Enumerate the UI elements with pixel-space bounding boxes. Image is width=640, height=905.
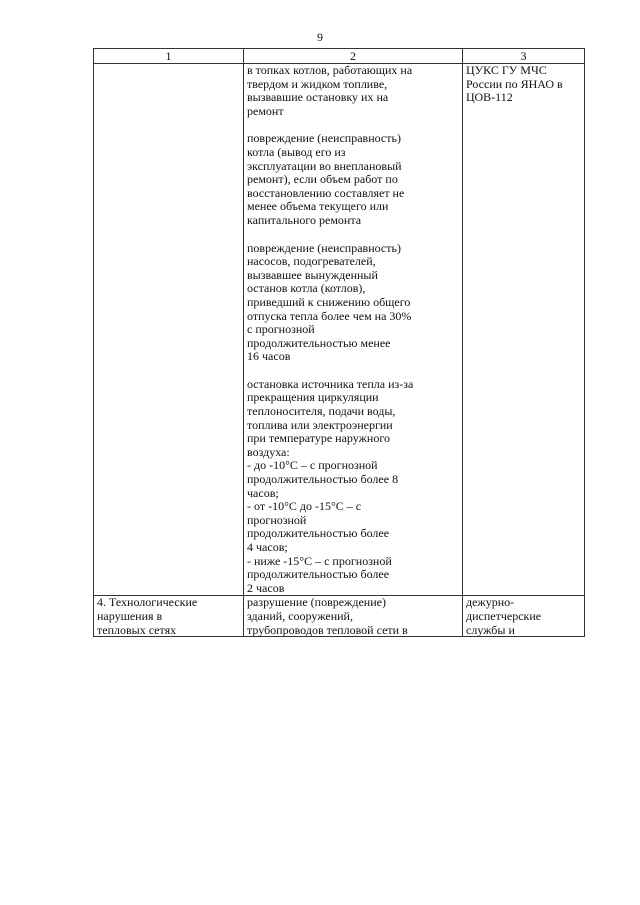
- paragraph-pump-damage: повреждение (неисправность) насосов, подогревателей, вызвавшее вынужденный останов котла (котлов), приведший к снижению общего отпуска тепла более чем на 30% с прогнозной продолжительностью менее 16 часов: [247, 240, 412, 364]
- header-col-3: 3: [463, 49, 585, 64]
- incident-table: [93, 48, 585, 637]
- row1-col2: [244, 64, 463, 596]
- paragraph-heat-source-stop: остановка источника тепла из-за прекращения циркуляции теплоносителя, подачи воды, топлива или электроэнергии при температуре наружного воздуха: - до -10°С – с прогнозной продолжительностью более 8 часов; - от -10°С до -15°С – с прогнозной продолжительностью более 4 часов; - ниже -15°С – с прогнозной продолжительностью более 2 часов: [247, 376, 414, 595]
- table-header-row: [94, 49, 585, 64]
- row2-col3: [463, 596, 585, 637]
- row2-col1-text: 4. Технологические нарушения в тепловых сетях: [97, 596, 198, 637]
- paragraph-furnace-damage: в топках котлов, работающих на твердом и жидком топливе, вызвавшие остановку их на ремонт: [247, 63, 413, 118]
- row2-col3-text: дежурно- диспетчерские службы и: [466, 596, 542, 637]
- row2-col2-text: разрушение (повреждение) зданий, сооружений, трубопроводов тепловой сети в: [247, 596, 408, 637]
- row1-col3: ЦУКС ГУ МЧС России по ЯНАО в ЦОВ-112: [463, 64, 585, 596]
- row2-col1: [94, 596, 244, 637]
- table-row: [94, 596, 585, 637]
- header-col-2: 2: [244, 49, 463, 64]
- paragraph-boiler-damage: повреждение (неисправность) котла (вывод его из эксплуатации во внеплановый ремонт), если объем работ по восстановлению составляет не менее объема текущего или капитального ремонта: [247, 131, 405, 227]
- page-number: 9: [317, 30, 323, 44]
- table-row: [94, 64, 585, 596]
- row2-col2: [244, 596, 463, 637]
- header-col-1: 1: [94, 49, 244, 64]
- row1-col1: [94, 64, 244, 596]
